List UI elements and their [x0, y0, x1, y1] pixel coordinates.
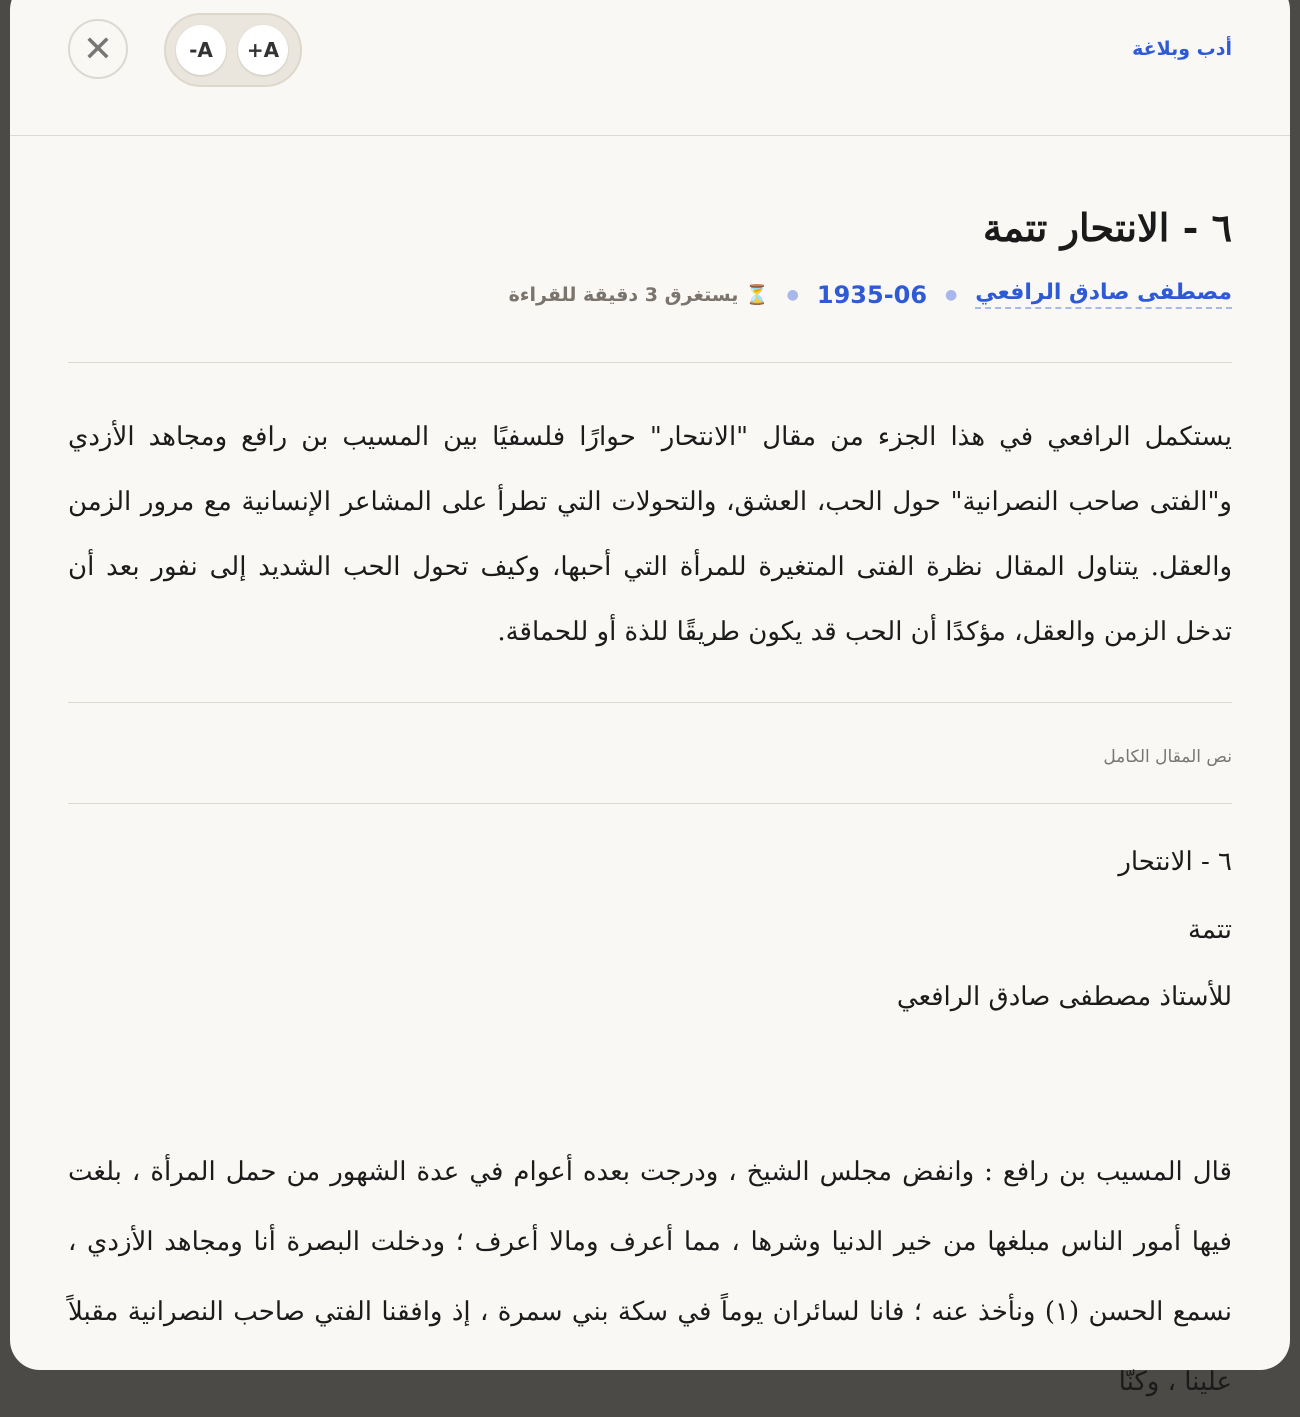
body-heading: ٦ - الانتحار [1118, 847, 1232, 877]
separator-dot: ● [945, 286, 958, 303]
article-title: ٦ - الانتحار تتمة [983, 205, 1232, 250]
category-link[interactable]: أدب وبلاغة [1132, 38, 1232, 60]
font-size-controls [164, 13, 302, 87]
article-meta [509, 280, 1232, 309]
divider [68, 702, 1232, 703]
body-byline: للأستاذ مصطفى صادق الرافعي [896, 982, 1232, 1012]
reading-time: ⏳ يستغرق 3 دقيقة للقراءة [508, 284, 769, 306]
reader-header [10, 0, 1290, 136]
font-increase-button[interactable]: +A [238, 25, 288, 75]
separator-dot: ● [786, 286, 799, 303]
font-decrease-button[interactable]: -A [176, 25, 226, 75]
body-subheading: تتمة [1187, 915, 1232, 945]
close-button[interactable] [68, 19, 128, 79]
author-link[interactable]: مصطفى صادق الرافعي [975, 280, 1232, 309]
full-text-label: نص المقال الكامل [1103, 747, 1232, 767]
article-summary: يستكمل الرافعي في هذا الجزء من مقال "الانتحار" حوارًا فلسفيًا بين المسيب بن رافع ومجاهد الأزدي و"الفتى صاحب النصرانية" حول الحب، العشق، والتحولات التي تطرأ على المشاعر الإنسانية مع مرور الزمن والعقل. يتناول المقال نظرة الفتى المتغيرة للمرأة التي أحبها، وكيف تحول الحب الشديد إلى نفور بعد أن تدخل الزمن والعقل، مؤكدًا أن الحب قد يكون طريقًا للذة أو للحماقة. [68, 422, 1232, 647]
divider [68, 362, 1232, 363]
close-icon: ✕ [82, 28, 114, 70]
article-reader-panel [10, 0, 1290, 1397]
article-date: 1935-06 [816, 280, 928, 309]
body-paragraph: قال المسيب بن رافع : وانفض مجلس الشيخ ، ودرجت بعده أعوام في عدة الشهور من حمل المرأة ، بلغت فيها أمور الناس مبلغها من خير الدنيا وشرها ، مما أعرف ومالا أعرف ؛ ودخلت البصرة أنا ومجاهد الأزدي ، نسمع الحسن (١) ونأخذ عنه ؛ فانا لسائران يوماً في سكة بني سمرة ، إذ وافقنا الفتي صاحب النصرانية مقبلاً علينا ، وكنّا [68, 1157, 1232, 1397]
divider [68, 803, 1232, 804]
